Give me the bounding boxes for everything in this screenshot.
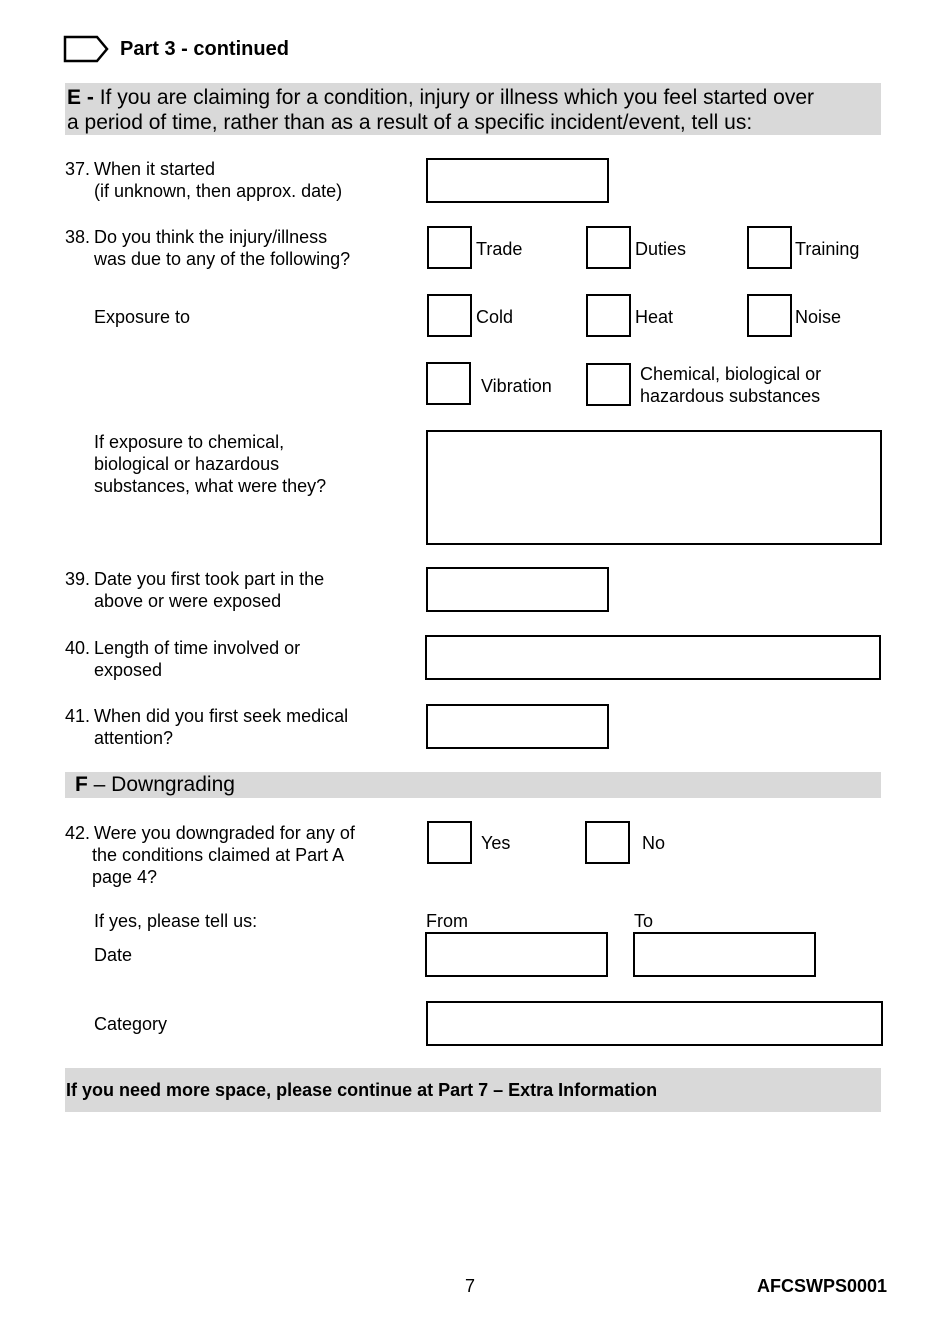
chemical-label-2: hazardous substances — [640, 386, 821, 406]
page-number: 7 — [465, 1276, 476, 1296]
yes-checkbox[interactable] — [427, 821, 472, 864]
heat-label: Heat — [635, 307, 674, 327]
form-code: AFCSWPS0001 — [757, 1276, 888, 1296]
section-e-line1: If you are claiming for a condition, injury or illness which you feel started over — [99, 86, 815, 109]
chem-question-3: substances, what were they? — [94, 476, 327, 496]
section-f-heading — [75, 772, 235, 797]
q42-label-1: Were you downgraded for any of — [94, 823, 355, 843]
q41-number: 41. — [65, 706, 91, 726]
chem-question-1: If exposure to chemical, — [94, 432, 285, 452]
cold-label: Cold — [476, 307, 514, 327]
footer-note: If you need more space, please continue at Part 7 – Extra Information — [66, 1080, 658, 1100]
q37-date-field[interactable] — [426, 158, 609, 203]
q37-number: 37. — [65, 159, 91, 179]
q38-label-2: was due to any of the following? — [94, 249, 351, 269]
q37-label-2: (if unknown, then approx. date) — [94, 181, 343, 201]
no-label: No — [642, 833, 666, 853]
q39-date-field[interactable] — [426, 567, 609, 612]
duties-label: Duties — [635, 239, 687, 259]
q40-number: 40. — [65, 638, 91, 658]
page-title: Part 3 - continued — [120, 38, 289, 60]
duties-checkbox[interactable] — [586, 226, 631, 269]
from-label: From — [426, 911, 468, 931]
vibration-checkbox[interactable] — [426, 362, 471, 405]
training-label: Training — [795, 239, 860, 259]
q41-label-2: attention? — [94, 728, 174, 748]
q39-label-1: Date you first took part in the — [94, 569, 325, 589]
q38-number: 38. — [65, 227, 91, 247]
trade-label: Trade — [476, 239, 523, 259]
no-checkbox[interactable] — [585, 821, 630, 864]
q42-label-3: page 4? — [92, 867, 158, 887]
q41-label-1: When did you first seek medical — [94, 706, 349, 726]
chemical-label-1: Chemical, biological or — [640, 364, 822, 384]
category-field[interactable] — [426, 1001, 883, 1046]
section-e-prefix: E - — [67, 86, 94, 109]
q37-label-1: When it started — [94, 159, 216, 179]
chemical-checkbox[interactable] — [586, 363, 631, 406]
chem-question-2: biological or hazardous — [94, 454, 280, 474]
category-label: Category — [94, 1014, 168, 1034]
section-f-title: – Downgrading — [93, 773, 235, 796]
noise-checkbox[interactable] — [747, 294, 792, 337]
date-label: Date — [94, 945, 133, 965]
cold-checkbox[interactable] — [427, 294, 472, 337]
if-yes-label: If yes, please tell us: — [94, 911, 258, 931]
from-date-field[interactable] — [425, 932, 608, 977]
q42-number: 42. — [65, 823, 91, 843]
yes-label: Yes — [481, 833, 511, 853]
to-date-field[interactable] — [633, 932, 816, 977]
q40-length-field[interactable] — [425, 635, 881, 680]
vibration-label: Vibration — [481, 376, 552, 396]
trade-checkbox[interactable] — [427, 226, 472, 269]
section-f-prefix: F — [75, 773, 88, 796]
chemical-details-textarea[interactable] — [426, 430, 882, 545]
to-label: To — [634, 911, 654, 931]
noise-label: Noise — [795, 307, 842, 327]
heat-checkbox[interactable] — [586, 294, 631, 337]
q40-label-1: Length of time involved or — [94, 638, 301, 658]
exposure-label: Exposure to — [94, 307, 191, 327]
tag-arrow-icon — [63, 35, 109, 63]
q42-label-2: the conditions claimed at Part A — [92, 845, 345, 865]
q39-number: 39. — [65, 569, 91, 589]
q38-label-1: Do you think the injury/illness — [94, 227, 328, 247]
q39-label-2: above or were exposed — [94, 591, 282, 611]
section-e-line2: a period of time, rather than as a result of a specific incident/event, tell us: — [67, 111, 753, 134]
training-checkbox[interactable] — [747, 226, 792, 269]
section-e-heading — [67, 85, 814, 135]
q40-label-2: exposed — [94, 660, 163, 680]
q41-date-field[interactable] — [426, 704, 609, 749]
